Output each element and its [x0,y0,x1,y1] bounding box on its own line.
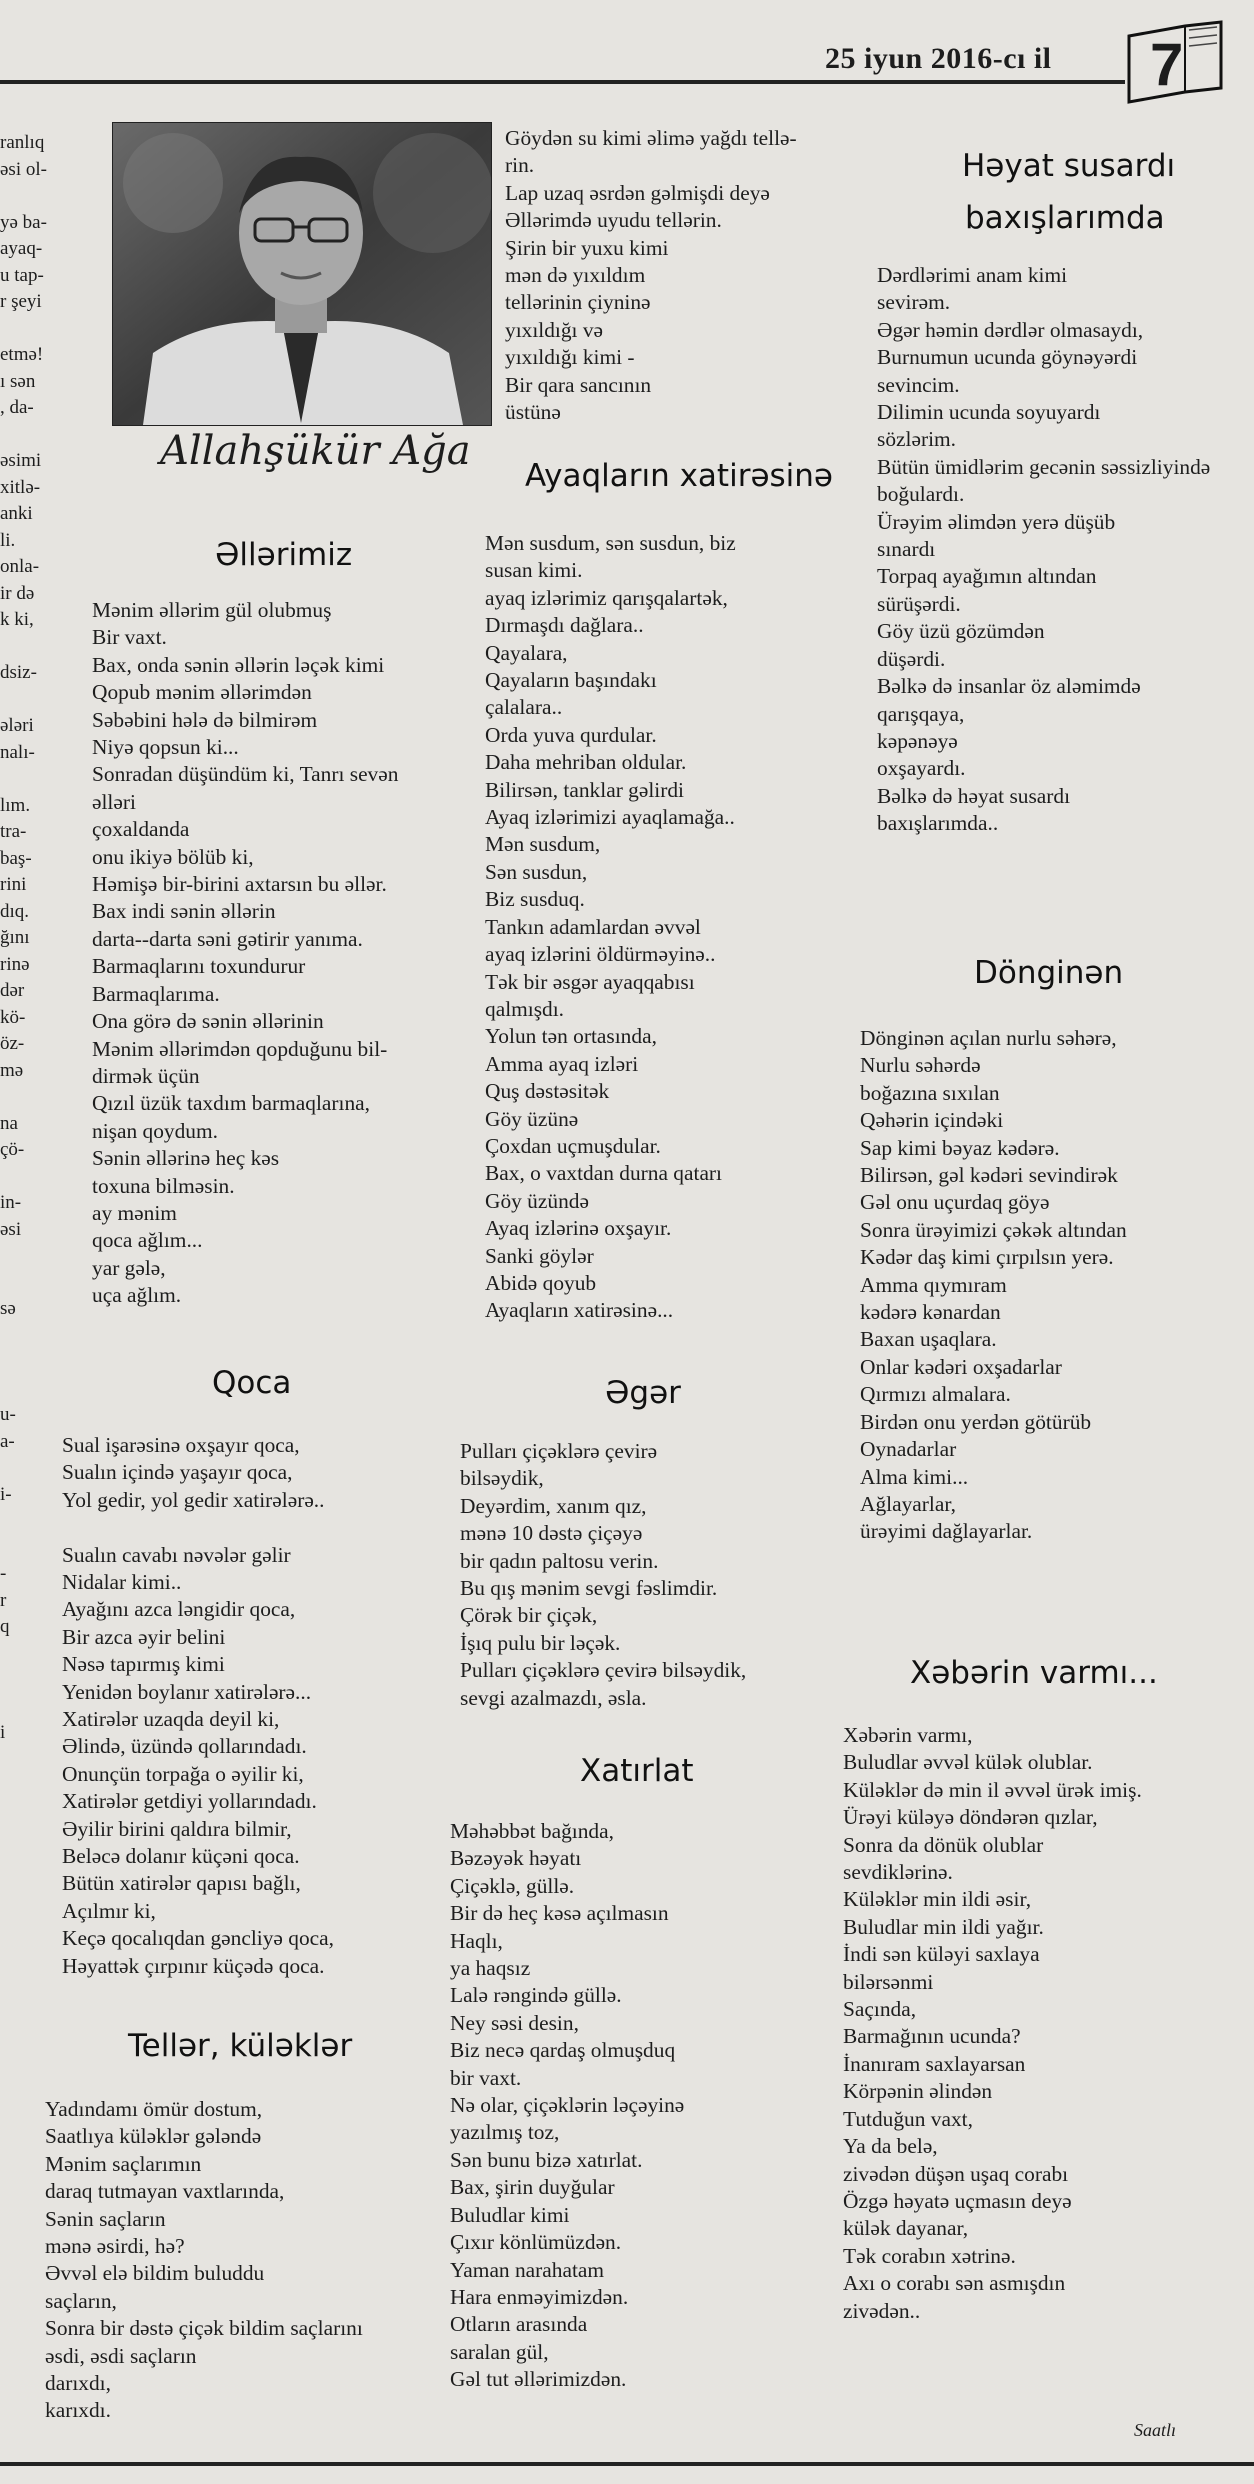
poem-line: Ürəyi küləyə döndərən qızlar, [843,1805,1098,1830]
poem-line: Barmaqlarını toxundurur [92,954,306,979]
poem-line: Ney səsi desin, [450,2010,579,2035]
poem-line: Kədər daş kimi çırpılsın yerə. [860,1245,1114,1270]
poem-line: rin. [505,153,535,178]
poem-line: Şirin bir yuxu kimi [505,235,669,260]
poem-line: Baxan uşaqlara. [860,1327,997,1352]
poem-line: zivədən düşən uşaq corabı [843,2161,1069,2186]
fragment-line: anki [0,503,33,524]
poem-line: yar gələ, [92,1255,166,1280]
poem-line: Bir qara sancının [505,372,652,397]
poem-line: düşərdi. [877,646,946,671]
poem-line: bir qadın paltosu verin. [460,1548,659,1573]
fragment-line [0,1773,70,1800]
poem-line: onu ikiyə bölüb ki, [92,844,254,869]
poem-line: sevgi azalmazdı, əsla. [460,1685,647,1710]
fragment-line [0,1270,70,1297]
poem-line: Nidalar kimi.. [62,1570,182,1595]
poem-line: Bax, onda sənin əllərin ləçək kimi [92,652,385,677]
poem-line: Ayaq izlərinə oxşayır. [485,1216,672,1241]
poem-title-heyat-susardi-2: baxışlarımda [965,200,1165,236]
poem-body-heyat-susardi [877,262,1210,838]
fragment-line: u- [0,1404,16,1425]
poem-line: Sonra bir dəstə çiçək bildim saçlarını [45,2316,363,2341]
poem-line: Orda yuva qurdular. [485,722,657,747]
poem-line: Buludlar əvvəl külək olublar. [843,1750,1093,1775]
fragment-line: əsimi [0,450,42,471]
poem-line: Sualın cavabı nəvələr gəlir [62,1542,291,1567]
poem-line: Əyilir birini qaldıra bilmir, [62,1816,292,1841]
fragment-line: a- [0,1430,15,1452]
poem-line: Körpənin əlindən [843,2079,993,2104]
poem-line: Əllərimdə uyudu tellərin. [505,208,722,233]
poem-line: Bəlkə də insanlar öz aləmimdə [877,674,1141,699]
poem-line: Bilirsən, gəl kədəri sevindirək [860,1163,1118,1188]
poem-line: yıxıldığı kimi - [505,345,635,370]
poem-body-teller-kulekler [45,2096,363,2425]
poem-line: Sual işarəsinə oxşayır qoca, [62,1433,300,1457]
poem-line: Sonra da dönük olublar [843,1832,1044,1857]
poem-line: Barmaqlarıma. [92,981,220,1006]
poem-line: Məhəbbət bağında, [450,1819,614,1843]
poem-line: Qayaların başındakı [485,668,657,693]
poem-line: Mənim saçlarımın [45,2151,202,2176]
poem-line: İndi sən küləyi saxlaya [843,1942,1040,1967]
fragment-line: li. [0,529,16,551]
poem-body-teller-kulekler-continued [505,125,797,426]
fragment-line: dər [0,980,25,1001]
poem-line: Ürəyim əlimdən yerə düşüb [877,509,1116,534]
poem-line: Sap kimi bəyaz kədərə. [860,1135,1060,1160]
poem-line: Özgə həyatə uçmasın deyə [843,2188,1072,2213]
poem-line: Ayağını azca ləngidir qoca, [62,1597,296,1622]
poem-line: boğazına sıxılan [860,1080,1000,1105]
poem-line: yıxıldığı və [505,317,604,342]
fragment-line: onla- [0,556,40,577]
poem-line: qalmışdı. [485,996,565,1021]
fragment-line: kö- [0,1006,26,1028]
poem-line: ayaq izlərimiz qarışqalartək, [485,585,728,610]
poem-line: tellərinin çiyninə [505,290,651,315]
poem-line: sevirəm. [877,290,951,315]
author-photo [112,122,492,426]
poem-line: Dönginən açılan nurlu səhərə, [860,1026,1117,1050]
fragment-line [0,1323,70,1350]
poem-line: Bax indi sənin əllərin [92,899,276,924]
poem-line: mənə əsirdi, hə? [45,2234,185,2259]
fragment-line [0,766,70,793]
fragment-line [0,1800,70,1827]
poem-line: Tankın adamlardan əvvəl [485,914,701,939]
poem-line: Daha mehriban oldular. [485,750,687,775]
poem-line: Sonradan düşündüm ki, Tanrı sevən [92,762,399,787]
poem-line: mənə 10 dəstə çiçəyə [460,1521,643,1546]
poem-line: Əlində, üzündə qollarındadı. [62,1734,307,1759]
poem-line: Biz susduq. [485,887,585,912]
poem-line: Dilimin ucunda soyuyardı [877,400,1101,425]
poem-line: bir vaxt. [450,2065,522,2090]
poem-line: Saçında, [843,1997,917,2022]
poem-line: Hara enməyimizdən. [450,2284,629,2309]
poem-line: Bir də heç kəsə açılmasın [450,1901,669,1926]
poem-line: Bəlkə də həyat susardı [877,783,1071,808]
poem-line: oxşayardı. [877,756,966,781]
fragment-line: xitlə- [0,476,41,498]
poem-line: sevdiklərinə. [843,1860,953,1885]
poem-line: saralan gül, [450,2339,549,2364]
poem-title-heyat-susardi-1: Həyat susardı [962,148,1176,184]
fragment-line: ğını [0,927,30,948]
fragment-line: baş- [0,847,32,869]
poem-line: Mən susdum, [485,832,601,857]
fragment-line: r [0,1589,7,1611]
fragment-line: r şeyi [0,291,42,312]
poem-line: Dırmaşdı dağlara.. [485,613,644,638]
poem-line: Bilirsən, tanklar gəlirdi [485,777,685,802]
poem-line: Lap uzaq əsrdən gəlmişdi deyə [505,180,770,205]
poem-line: Birdən onu yerdən götürüb [860,1409,1092,1434]
poem-line: dirmək üçün [92,1063,200,1088]
poem-body-ayaqlarin-xatiresine [485,530,736,1325]
poem-line: Otların arasında [450,2312,588,2337]
fragment-line [0,183,70,210]
fragment-line: çö- [0,1139,25,1160]
poem-line: Tək corabın xətrinə. [843,2243,1016,2268]
poem-line: çalalara.. [485,695,563,720]
poem-line: Yaman narahatam [450,2257,605,2282]
poem-body-ellerimiz [92,597,398,1310]
fragment-line: əsi [0,1218,22,1240]
poem-line: Çörək bir çiçək, [460,1603,598,1628]
poem-line: İnanıram saxlayarsan [843,2051,1026,2076]
fragment-line: - [0,1563,7,1584]
poem-title-ayaqlarin-xatiresine: Ayaqların xatirəsinə [525,458,834,494]
poem-line: Sənin əllərinə heç kəs [92,1146,280,1171]
fragment-line: yə ba- [0,211,47,233]
fragment-line: in- [0,1192,22,1213]
poem-line: Ağlayarlar, [860,1491,956,1516]
poem-line: Həyattək çırpınır küçədə qoca. [62,1953,325,1978]
poem-line: saçların, [45,2288,117,2313]
poem-line: ayaq izlərini öldürməyinə.. [485,942,716,967]
poem-line: Amma ayaq izləri [485,1051,639,1076]
poem-line: Yol gedir, yol gedir xatirələrə.. [62,1487,325,1512]
fragment-line [0,1084,70,1111]
poem-line: sınardı [877,537,936,562]
poem-line: Sən bunu bizə xatırlat. [450,2147,643,2172]
poem-line: Tək bir əsgər ayaqqabısı [485,969,695,994]
poem-line: Beləcə dolanır küçəni qoca. [62,1844,300,1869]
fragment-line [0,316,70,343]
fragment-line: tra- [0,821,27,842]
fragment-line [0,1376,70,1403]
poem-line: Sonra ürəyimizi çəkək altından [860,1217,1127,1242]
poem-line: Ayaq izlərimizi ayaqlamağa.. [485,805,735,830]
poem-line: Göy üzü gözümdən [877,619,1045,644]
fragment-line [0,1164,70,1191]
fragment-line: rinə [0,953,30,975]
fragment-line: öz- [0,1033,25,1054]
poem-line: Sənin saçların [45,2206,166,2231]
author-signature: Allahşükür Ağa [160,428,471,474]
poem-line: Qəhərin içindəki [860,1108,1004,1133]
poem-line: Onlar kədəri oxşadarlar [860,1354,1062,1379]
poem-line: İşıq pulu bir ləçək. [460,1630,621,1655]
fragment-line: ir də [0,582,35,604]
fragment-line [0,1455,70,1482]
fragment-line [0,634,70,661]
poem-line: Gəl onu uçurdaq göyə [860,1190,1050,1215]
poem-line: daraq tutmayan vaxtlarında, [45,2179,285,2204]
poem-line: Çıxır könlümüzdən. [450,2230,622,2255]
poem-line: Qırmızı almalara. [860,1382,1011,1407]
poem-line: Nə olar, çiçəklərin ləçəyinə [450,2093,685,2118]
fragment-line [0,687,70,714]
poem-line: Qopub mənim əllərimdən [92,680,312,705]
poem-line: Ona görə də sənin əllərinin [92,1009,324,1034]
poem-line: bilsəydik, [460,1466,544,1491]
poem-title-qoca: Qoca [212,1365,292,1401]
poem-line: Bir azca əyir belini [62,1624,226,1649]
fragment-line: nalı- [0,741,35,763]
fragment-line: i- [0,1483,12,1505]
poem-line: mən də yıxıldım [505,263,646,288]
poem-line: Oynadarlar [860,1437,957,1462]
poem-line: Göy üzündə [485,1188,589,1213]
poem-title-donginen: Dönginən [974,955,1124,991]
poem-line: ya haqsız [450,1956,531,1981]
poem-line: darta--darta səni gətirir yanıma. [92,926,363,951]
poem-line: Əgər həmin dərdlər olmasaydı, [877,317,1144,342]
poem-line: Mən susdum, sən susdun, biz [485,531,736,555]
poem-title-xatirlat: Xatırlat [580,1753,694,1789]
poem-line: susan kimi. [485,558,583,583]
page-number: 7 [1150,31,1184,98]
fragment-line: lım. [0,794,31,816]
poem-line: Alma kimi... [860,1464,969,1489]
poem-line: Sən susdun, [485,859,588,884]
poem-line: zivədən.. [843,2298,921,2323]
fragment-line: etmə! [0,344,44,365]
poem-body-xatirlat [450,1818,684,2394]
fragment-line: əsi ol- [0,158,47,180]
fragment-line: ələri [0,715,34,736]
poem-line: bilərsənmi [843,1969,934,1994]
fragment-line [0,1508,70,1535]
poem-line: Saatlıya küləklər gələndə [45,2124,262,2149]
poem-line: əlləri [92,789,136,814]
poem-line: Mənim əllərimdən qopduğunu bil- [92,1036,388,1061]
fragment-line: i [0,1722,6,1743]
poem-line: Deyərdim, xanım qız, [460,1493,647,1518]
poem-body-donginen [860,1025,1127,1546]
poem-line: Sanki göylər [485,1243,594,1268]
poem-line: Bəzəyək həyatı [450,1846,582,1871]
fragment-line: q [0,1616,10,1637]
footer-rule [0,2462,1254,2466]
poem-body-qoca [62,1432,334,1980]
poem-line: Xəbərin varmı, [843,1723,973,1747]
source-signature: Saatlı [1133,2420,1176,2440]
poem-line: baxışlarımda.. [877,811,999,836]
poem-line: Bütün xatirələr qapısı bağlı, [62,1871,301,1896]
poem-line: qarışqaya, [877,701,965,726]
poem-body-eger [460,1438,746,1712]
poem-line: Lalə rəngində güllə. [450,1983,622,2008]
fragment-line: dıq. [0,900,30,922]
fragment-line: na [0,1112,18,1134]
adjacent-column-fragment [0,130,70,2030]
poem-line: sevincim. [877,372,960,397]
poem-line: Amma qıymıram [860,1272,1007,1297]
poem-line: Nurlu səhərdə [860,1053,981,1078]
issue-date: 25 iyun 2016-cı il [825,42,1052,75]
poem-line: Bir vaxt. [92,625,167,650]
poem-line: Göydən su kimi əlimə yağdı tellə- [505,126,797,150]
poem-line: Buludlar min ildi yağır. [843,1914,1044,1939]
poem-line: Tutduğun vaxt, [843,2106,973,2131]
poem-line: Mənim əllərim gül olubmuş [92,598,332,622]
poem-line: Ayaqların xatirəsinə... [485,1298,674,1323]
poem-line: Bax, o vaxtdan durna qatarı [485,1161,722,1186]
poem-title-xeberin-varmi: Xəbərin varmı... [910,1655,1158,1691]
poem-line: nişan qoydum. [92,1118,218,1143]
poem-line: Əvvəl elə bildim buluddu [45,2261,265,2286]
fragment-line: rini [0,874,27,895]
poem-title-teller-kulekler: Tellər, küləklər [128,2028,353,2064]
fragment-line: u tap- [0,264,44,286]
poem-line: boğulardı. [877,482,965,507]
poem-line: Həmişə bir-birini axtarsın bu əllər. [92,872,387,897]
poem-line: Çoxdan uçmuşdular. [485,1133,661,1158]
fragment-line: sə [0,1298,16,1319]
poem-line: Xatirələr uzaqda deyil ki, [62,1707,280,1732]
poem-line: Dərdlərimi anam kimi [877,263,1068,287]
poem-line: Bax, şirin duyğular [450,2175,615,2200]
poem-line: Niyə qopsun ki... [92,735,239,760]
poem-line: Pulları çiçəklərə çevirə bilsəydik, [460,1658,747,1683]
poem-line: Keçə qocalıqdan gəncliyə qoca, [62,1926,334,1951]
poem-line: Qızıl üzük taxdım barmaqlarına, [92,1091,370,1116]
poem-line: külək dayanar, [843,2216,969,2241]
fragment-line: ayaq- [0,238,43,259]
poem-line: Səbəbini hələ də bilmirəm [92,707,318,732]
poem-line: Abidə qoyub [485,1270,597,1295]
fragment-line [0,1641,70,1668]
poem-line: karıxdı. [45,2398,111,2423]
poem-line: toxuna bilməsin. [92,1173,235,1198]
poem-line: əsdi, əsdi saçların [45,2343,197,2368]
poem-line: Küləklər min ildi əsir, [843,1887,1032,1912]
poem-line: Onunçün torpağa o əyilir ki, [62,1761,304,1786]
fragment-line: dsiz- [0,662,37,683]
poem-line: yazılmış toz, [450,2120,560,2145]
poem-line: darıxdı, [45,2371,111,2396]
poem-line: sürüşərdi. [877,591,961,616]
poem-line: Bütün ümidlərim gecənin səssizliyində [877,454,1211,479]
poem-line: uça ağlım. [92,1283,182,1308]
poem-line: Quş dəstəsitək [485,1079,610,1104]
poem-title-eger: Əgər [605,1375,681,1411]
fragment-line [0,1694,70,1721]
poem-line: ürəyimi dağlayarlar. [860,1519,1033,1544]
poem-line: Göy üzünə [485,1106,579,1131]
fragment-line: , da- [0,397,34,418]
fragment-line [0,1826,70,1853]
fragment-line [0,1747,70,1774]
poem-line: Küləklər də min il əvvəl ürək imiş. [843,1777,1142,1802]
poem-line: Biz necə qardaş olmuşduq [450,2038,676,2063]
poem-line: Açılmır ki, [62,1898,156,1923]
poem-line: kədərə kənardan [860,1300,1001,1325]
poem-line: Barmağının ucunda? [843,2024,1021,2049]
poem-line: Gəl tut əllərimizdən. [450,2367,627,2392]
poem-line: Pulları çiçəklərə çevirə [460,1439,658,1463]
fragment-line [0,1667,70,1694]
fragment-line: ranlıq [0,132,45,153]
poem-line: Nəsə tapırmış kimi [62,1652,225,1677]
fragment-line: mə [0,1059,24,1081]
poem-line: ay mənim [92,1200,177,1225]
poem-line: Xatirələr getdiyi yollarındadı. [62,1789,317,1814]
poem-line: Bu qış mənim sevgi fəslimdir. [460,1576,718,1601]
poem-line: Çiçəklə, güllə. [450,1873,575,1898]
poem-line: Buludlar kimi [450,2202,570,2227]
poem-line: Yadındamı ömür dostum, [45,2097,263,2121]
poem-line: üstünə [505,400,561,425]
poem-line: Yenidən boylanır xatirələrə... [62,1679,312,1704]
poem-line: Sualın içində yaşayır qoca, [62,1460,293,1485]
poem-line: Yolun tən ortasında, [485,1024,657,1049]
poem-line: Burnumun ucunda göynəyərdi [877,345,1138,370]
poem-line: qoca ağlım... [92,1228,203,1253]
poem-title-ellerimiz: Əllərimiz [215,537,353,573]
fragment-line: ı sən [0,370,36,392]
header-rule [0,80,1125,84]
fragment-line [0,422,70,449]
poem-line: Qayalara, [485,640,568,665]
poem-line: Axı o corabı sən asmışdın [843,2271,1066,2296]
poem-line [62,1514,334,1541]
poem-line: Ya da belə, [843,2134,938,2159]
poem-line: çoxaldanda [92,817,190,842]
fragment-line [0,1535,70,1562]
fragment-line [0,1243,70,1270]
poem-line: kəpənəyə [877,728,958,753]
fragment-line [0,1349,70,1376]
poem-line: Torpaq ayağımın altından [877,564,1097,589]
poem-line: sözlərim. [877,427,957,452]
poem-line: Haqlı, [450,1928,503,1953]
fragment-line: k ki, [0,609,34,630]
poem-body-xeberin-varmi [843,1722,1142,2325]
